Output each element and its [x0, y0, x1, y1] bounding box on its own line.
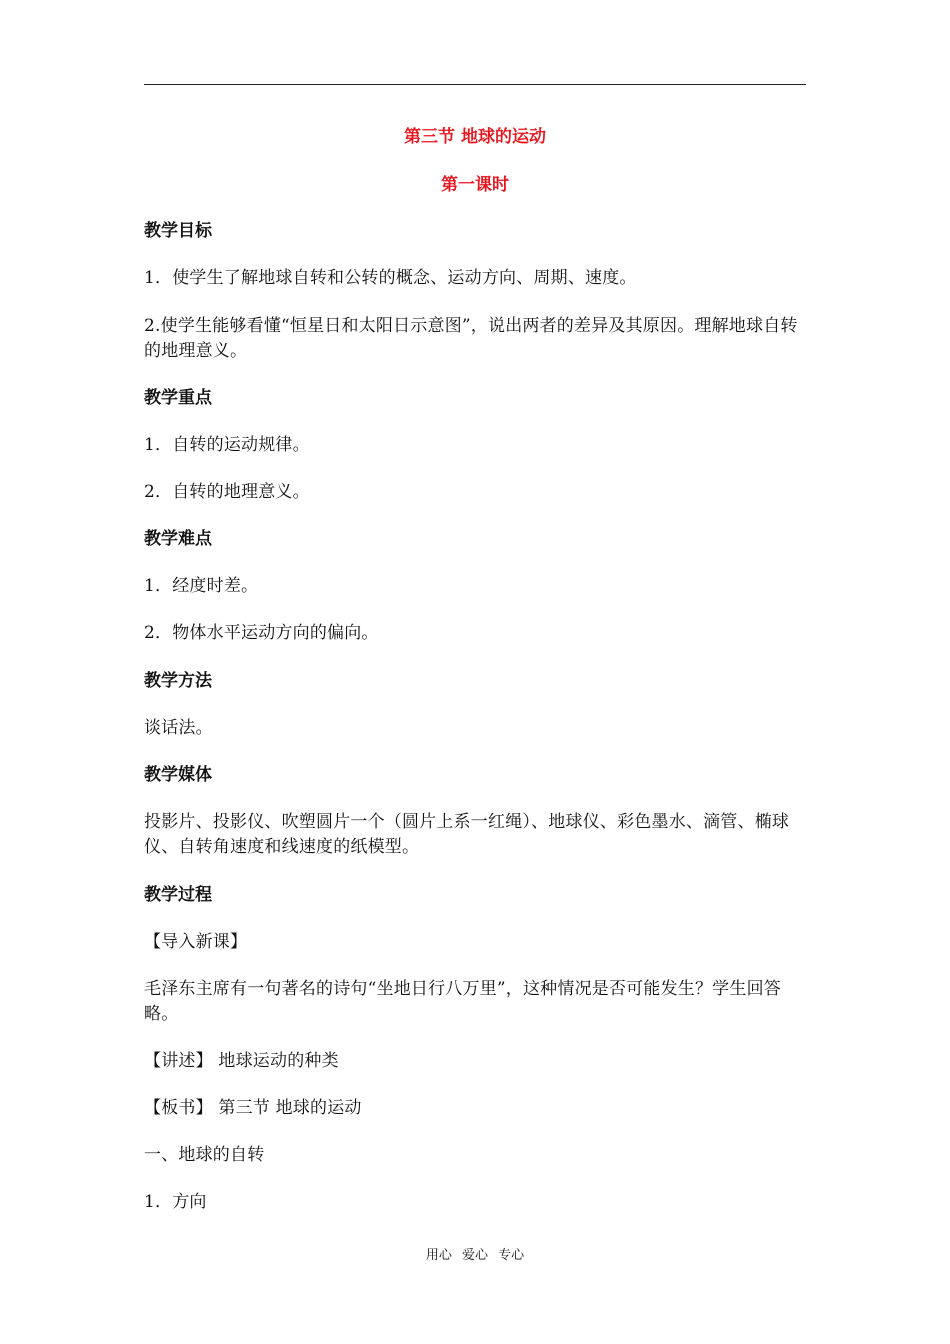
header-rule	[144, 84, 806, 85]
goals-heading: 教学目标	[144, 221, 212, 241]
media-text: 投影片、投影仪、吹塑圆片一个（圆片上系一红绳）、地球仪、彩色墨水、滴管、椭球仪、自转角速度和线速度的纸模型。	[144, 812, 790, 857]
direction-item: 1．方向	[144, 1192, 207, 1212]
rotation-heading: 一、地球的自转	[144, 1145, 265, 1165]
board-line: 【板书】 第三节 地球的运动	[144, 1098, 362, 1118]
key-point-1: 1．自转的运动规律。	[144, 435, 310, 455]
page-subtitle: 第一课时	[441, 175, 509, 195]
goal-item-2: 2.使学生能够看懂“恒星日和太阳日示意图”，说出两者的差异及其原因。理解地球自转的地理意义。	[144, 316, 798, 361]
difficult-points-heading: 教学难点	[144, 529, 212, 549]
process-heading: 教学过程	[144, 885, 212, 905]
intro-text: 毛泽东主席有一句著名的诗句“坐地日行八万里”，这种情况是否可能发生？学生回答略。	[144, 979, 781, 1024]
difficult-point-2: 2．物体水平运动方向的偏向。	[144, 623, 379, 643]
goal-item-1: 1．使学生了解地球自转和公转的概念、运动方向、周期、速度。	[144, 268, 637, 288]
method-text: 谈话法。	[144, 718, 213, 738]
media-heading: 教学媒体	[144, 765, 212, 785]
method-heading: 教学方法	[144, 671, 212, 691]
page-title: 第三节 地球的运动	[404, 127, 546, 147]
difficult-point-1: 1．经度时差。	[144, 576, 259, 596]
key-point-2: 2．自转的地理意义。	[144, 482, 310, 502]
page-footer: 用心 爱心 专心	[425, 1248, 525, 1263]
lecture-line: 【讲述】 地球运动的种类	[144, 1051, 339, 1071]
intro-label: 【导入新课】	[144, 932, 248, 952]
key-points-heading: 教学重点	[144, 388, 212, 408]
